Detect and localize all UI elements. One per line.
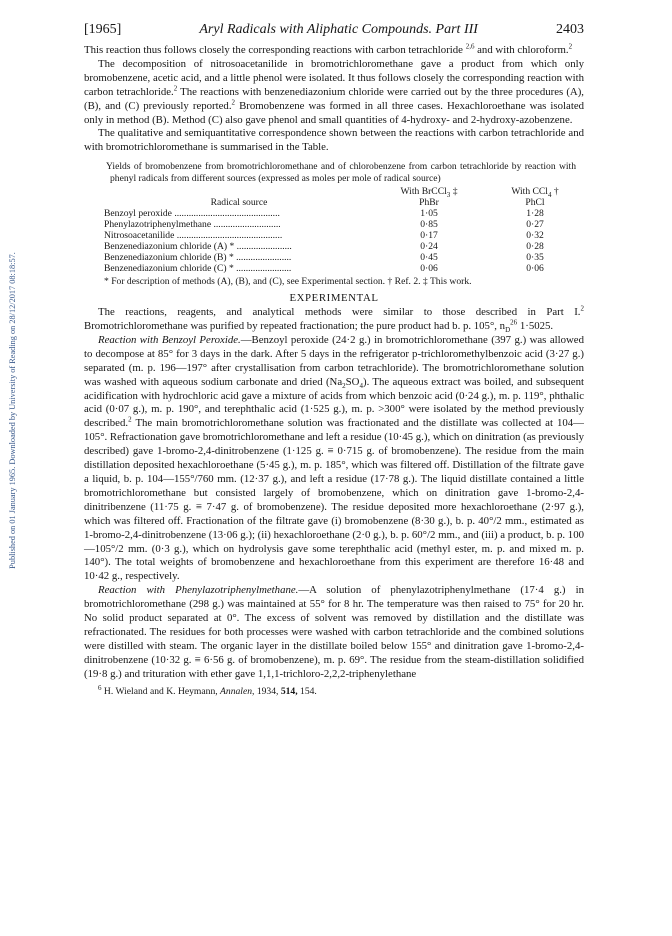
experimental-paragraph-2: Reaction with Benzoyl Peroxide.—Benzoyl peroxide (24·2 g.) in bromotrichloromethane (397 g.) was allowed to decompose at 85° for 3 days in the dark. After 5 days in the refrigerator p-trichloromethylbenzoic acid (3·27 g.) separated (m. p. 196—197° after crystallisation from carbon tetrachloride). The bromotrichloromethane solution was washed with aqueous sodium carbonate and dried $(Na_2SO_4)$. The aqueous extract was boiled, and subsequent acidification with hydrochloric acid gave a mixture of acids from which benzoic acid (0·24 g.), m. p. 119°, phthalic acid (0·07 g.), m. p. 190°, and terephthalic acid (1·525 g.), m. p. >300° were isolated by the method previously described.$^2$ The main bromotrichloromethane solution was fractionated and the distillate was collected at 104—105°. Refractionation gave bromotrichloromethane and left a residue (10·45 g.), which on dinitration (as previously described) gave 1-bromo-2,4-dinitrobenzene (1·125 g. ≡ 0·715 g. of bromobenzene). The residue from the main distillation deposited hexachloroethane (5·45 g.), m. p. 185°, which was filtered off. Distillation of the filtrate gave a liquid, b. p. 104—155°/760 mm. (12·37 g.), and left a residue (17·78 g.). The liquid distillate contained a little bromotrichloromethane but consisted largely of bromobenzene, which on dinitration gave 1-bromo-2,4-dinitribenzene (11·75 g. ≡ 7·47 g. of bromobenzene). The residue deposited more hexachloroethane (2·97 g.), which was filtered off. Fractionation of the filtrate gave (i) bromobenzene (8·30 g.), b. p. 40°/2 mm., estimated as 1-bromo-2,4-dinitrobenzene (13·06 g.); (ii) hexachloroethane (2·0 g.), b. p. 60°/2 mm., and (iii) a product, b. p. 100—105°/2 mm. (0·3 g.), which on hydrolysis gave some terephthalic acid (methyl ester, m. p. and mixed m. p. 140°). The total weights of bromobenzene and hexachloroethane from this experiment are therefore 16·48 and 10·42 g., respectively.: [84, 333, 584, 583]
page-footnote: $^6$ H. Wieland and K. Heymann, Annalen, 1934, 514, 154.: [98, 683, 317, 697]
table-row: Phenylazotriphenylmethane ............................ 0·85 0·27: [104, 218, 544, 230]
page-number: 2403: [555, 22, 584, 37]
table-row: Benzenediazonium chloride (C) * ....................... 0·06 0·06: [104, 262, 544, 274]
subsection-title: Reaction with Phenylazotriphenylmethane.: [98, 584, 299, 597]
citation-ref[interactable]: 2: [231, 98, 236, 107]
article-page: [84, 22, 584, 698]
section-heading: EXPERIMENTAL: [289, 292, 379, 305]
paragraph-1: This reaction thus follows closely the corresponding reactions with carbon tetrachloride $^{2,6}$ and with chloroform.$^2$: [84, 42, 573, 56]
download-notice-text: Published on 01 January 1965. Downloaded by University of Reading on 28/12/2017 08:18:57.: [7, 251, 17, 569]
col-head-phbr: PhBr: [419, 197, 439, 209]
citation-ref[interactable]: 2: [173, 84, 178, 93]
table-head-row-1: [104, 187, 586, 198]
yields-table: [104, 187, 586, 274]
citation-ref[interactable]: 2: [580, 304, 584, 313]
citation-ref[interactable]: 2: [568, 42, 573, 51]
citation-ref[interactable]: 2,6: [465, 42, 475, 51]
subsection-title: Reaction with Benzoyl Peroxide.: [98, 333, 241, 346]
experimental-paragraph-1: The reactions, reagents, and analytical methods were similar to those described in Part I.$^2$ Bromotrichloromethane was purified by repeated fractionation; the pure product had b. p. 105°, $n_D^{26}$ 1·5025.: [84, 304, 584, 335]
col-head-brccl3: With BrCCl$_3$ ‡: [400, 186, 458, 200]
col-head-phcl: PhCl: [525, 197, 545, 209]
col-head-source: Radical source: [210, 197, 268, 209]
citation-ref[interactable]: 2: [128, 415, 132, 424]
download-notice: [4, 150, 20, 670]
table-caption: Yields of bromobenzene from bromotrichloromethane and of chlorobenzene from carbon tetrachloride by reaction with phenyl radicals from different sources (expressed as moles per mole of radical source): [106, 161, 576, 185]
table-footnote: * For description of methods (A), (B), and (C), see Experimental section. † Ref. 2. ‡ This work.: [104, 275, 472, 287]
table-row: Benzenediazonium chloride (B) * ....................... 0·45 0·35: [104, 251, 544, 263]
col-head-ccl4: With CCl$_4$ †: [511, 186, 559, 200]
header-title: Aryl Radicals with Aliphatic Compounds. Part III: [199, 22, 478, 37]
paragraph-3: The qualitative and semiquantitative correspondence shown between the reactions with carbon tetrachloride and with bromotrichloromethane is summarised in the Table.: [84, 127, 584, 154]
table-row: Benzenediazonium chloride (A) * ....................... 0·24 0·28: [104, 240, 544, 252]
paragraph-2: The decomposition of nitrosoacetanilide in bromotrichloromethane gave a product from which only bromobenzene, acetic acid, and a little phenol were isolated. It thus follows closely the corresponding reaction with carbon tetrachloride.$^2$ The reactions with benzenediazonium chloride were carried out by the three procedures (A), (B), and (C) previously reported.$^2$ Bromobenzene was formed in all three cases. Hexachloroethane was isolated only in method (B). Method (C) also gave phenol and small quantities of 4-hydroxy- and 2-hydroxy-azobenzene.: [84, 57, 585, 126]
experimental-paragraph-3: Reaction with Phenylazotriphenylmethane.—A solution of phenylazotriphenylmethane (17·4 g.) in bromotrichloromethane (298 g.) was maintained at 55° for 8 hr. The temperature was then raised to 75° for 20 hr. No solid product separated at 0°. The excess of solvent was removed by distillation and the distillate was refractionated. The residues for both processes were washed with carbon tetrachloride and the combined solutions were distilled with steam. The organic layer in the distillate boiled below 155° and dinitration gave 1-bromo-2,4-dinitrobenzene (10·32 g. ≡ 6·56 g. of bromobenzene), m. p. 69°. The residue from the steam-distillation solidified (19·8 g.) and trituration with ether gave 1,1,1-trichloro-2,2,2-triphenylethane: [84, 584, 584, 680]
table-row: Benzoyl peroxide ............................................ 1·05 1·28: [104, 208, 544, 220]
table-row: Nitrosoacetanilide ............................................ 0·17 0·32: [104, 229, 544, 241]
running-header: [84, 22, 584, 38]
header-year: [1965]: [84, 22, 122, 37]
